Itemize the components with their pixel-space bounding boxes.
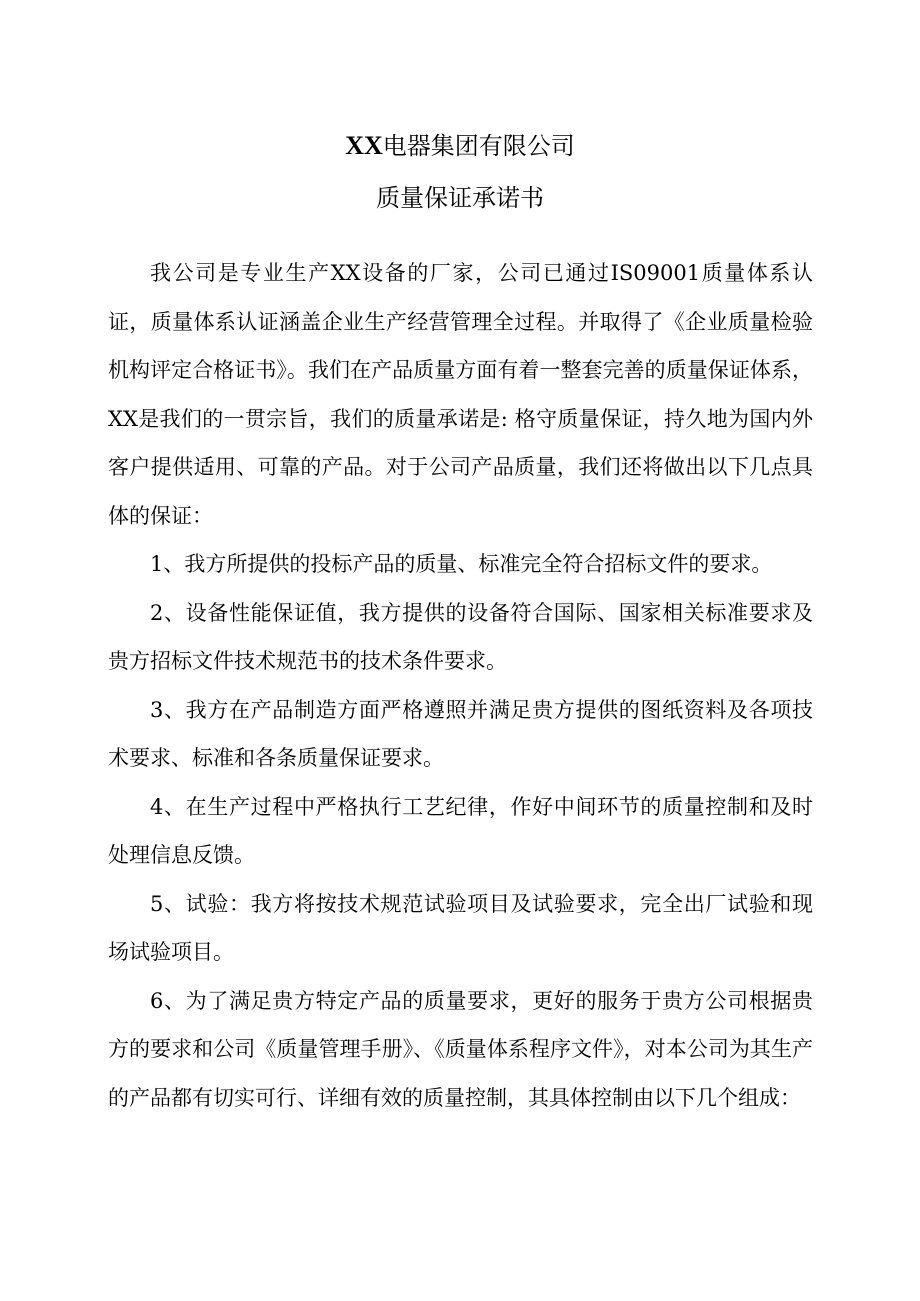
- company-title: [0, 126, 920, 166]
- commitment-item-1: 1、我方所提供的投标产品的质量、标准完全符合招标文件的要求。: [150, 552, 773, 576]
- company-name: 电器集团有限公司: [382, 132, 575, 160]
- commitment-item-2: 2、设备性能保证值，我方提供的设备符合国际、国家相关标准要求及贵方招标文件技术规范书的技术条件要求。: [108, 600, 813, 673]
- commitment-item-4: 4、在生产过程中严格执行工艺纪律，作好中间环节的质量控制和及时处理信息反馈。: [108, 794, 813, 867]
- title-block: [0, 126, 920, 218]
- document-body: [108, 249, 813, 1122]
- company-prefix: XX: [345, 131, 383, 160]
- intro-paragraph: 我公司是专业生产XX设备的厂家，公司已通过IS09001质量体系认证，质量体系认证涵盖企业生产经营管理全过程。并取得了《企业质量检验机构评定合格证书》。我们在产品质量方面有着一整套完善的质量保证体系，XX是我们的一贯宗旨，我们的质量承诺是: 格守质量保证，持久地为国内外客户提供适用、可靠的产品。对于公司产品质量，我们还将做出以下几点具体的保证：: [108, 261, 813, 528]
- commitment-item-3: 3、我方在产品制造方面严格遵照并满足贵方提供的图纸资料及各项技术要求、标准和各条质量保证要求。: [108, 697, 813, 770]
- commitment-item-5: 5、试验：我方将按技术规范试验项目及试验要求，完全出厂试验和现场试验项目。: [108, 891, 813, 964]
- document-title: 质量保证承诺书: [376, 184, 544, 212]
- commitment-item-6: 6、为了满足贵方特定产品的质量要求，更好的服务于贵方公司根据贵方的要求和公司《质量管理手册》、《质量体系程序文件》，对本公司为其生产的产品都有切实可行、详细有效的质量控制，其具体控制由以下几个组成：: [108, 988, 813, 1110]
